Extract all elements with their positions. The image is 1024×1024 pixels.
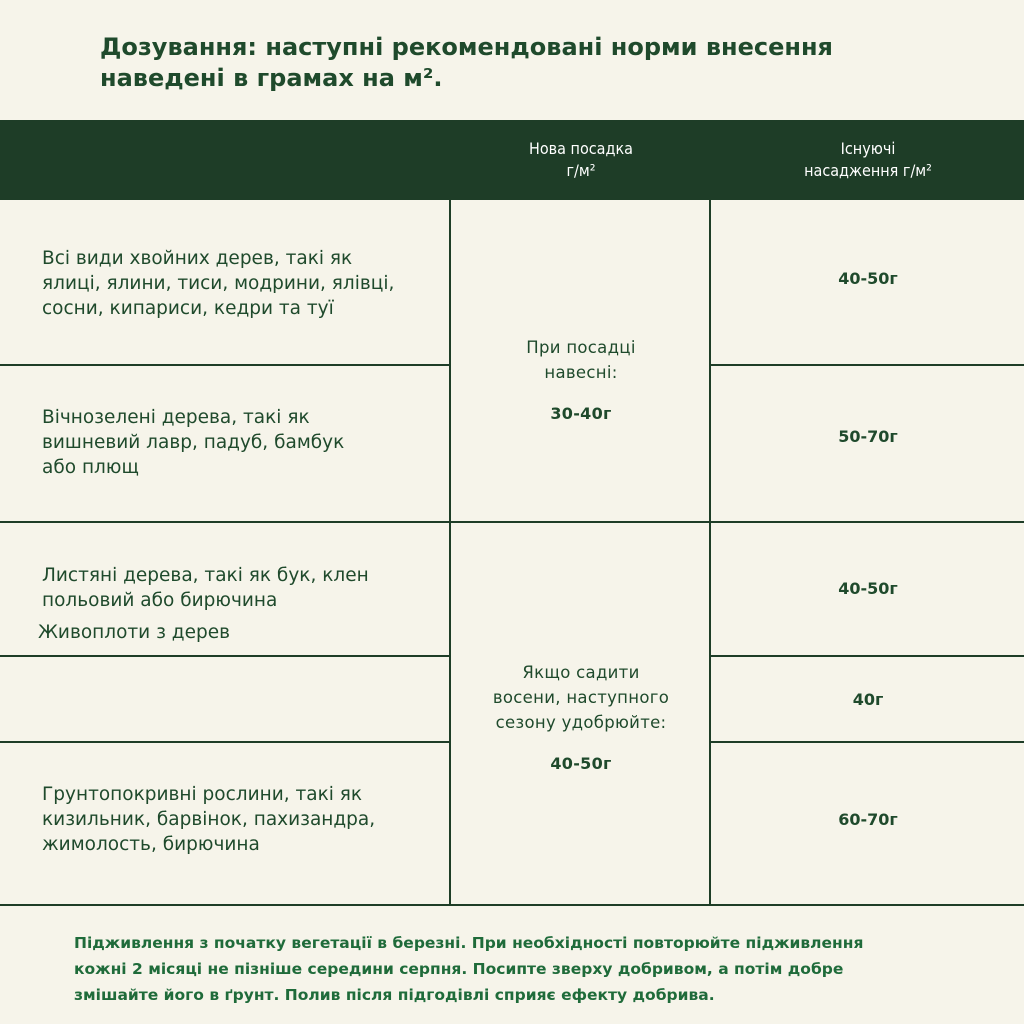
title-line-2: наведені в грамах на м².: [100, 64, 443, 92]
table-header: [0, 120, 1024, 200]
plant-line: або плющ: [42, 457, 139, 478]
footer-line: змішайте його в ґрунт. Полив після підгодівлі сприяє ефекту добрива.: [74, 986, 715, 1004]
plant-line: Листяні дерева, такі як бук, клен: [42, 565, 369, 586]
feeding-instructions: [74, 930, 954, 1008]
column-divider-2: [709, 200, 711, 905]
header-existing-plantings: [712, 120, 1024, 200]
plant-line: вишневий лавр, падуб, бамбук: [42, 432, 345, 453]
row-divider: [710, 741, 1024, 743]
plant-description-evergreens: [42, 405, 442, 480]
page-title: [100, 32, 960, 94]
plant-line: Грунтопокривні рослини, такі як: [42, 784, 363, 805]
header-new-planting-line-2: г/м²: [566, 161, 596, 180]
autumn-line: Якщо садити: [522, 663, 640, 682]
autumn-rate: 40-50г: [550, 754, 612, 773]
plant-line: Всі види хвойних дерев, такі як: [42, 248, 353, 269]
row-divider: [0, 364, 450, 366]
row-divider: [710, 364, 1024, 366]
existing-rate-deciduous: 40-50г: [838, 579, 898, 598]
autumn-line: восени, наступного: [492, 688, 670, 707]
row-divider: [710, 655, 1024, 657]
column-divider-1: [449, 200, 451, 905]
row-divider: [0, 741, 450, 743]
plant-line: кизильник, барвінок, пахизандра,: [42, 809, 376, 830]
existing-rate-hedges: 40г: [852, 690, 884, 709]
row-divider: [0, 521, 1024, 523]
plant-line: польовий або бирючина: [42, 590, 278, 611]
header-new-planting-line-1: Нова посадка: [529, 139, 633, 158]
table-bottom-border: [0, 904, 1024, 906]
existing-rate-conifers: 40-50г: [838, 269, 898, 288]
row-divider: [0, 655, 450, 657]
plant-line: сосни, кипариси, кедри та туї: [42, 298, 334, 319]
existing-rate-groundcover: 60-70г: [838, 810, 898, 829]
header-new-planting: [452, 120, 710, 200]
plant-description-deciduous: [38, 563, 442, 645]
existing-rate-evergreens: 50-70г: [838, 427, 898, 446]
plant-description-conifers: [42, 246, 442, 321]
spring-line: навесні:: [544, 363, 618, 382]
footer-line: кожні 2 місяці не пізніше середини серпня. Посипте зверху добривом, а потім добре: [74, 960, 844, 978]
header-existing-line-1: Існуючі: [840, 139, 896, 158]
plant-line: ялиці, ялини, тиси, модрини, ялівці,: [42, 273, 395, 294]
plant-line-hedges: Живоплоти з дерев: [38, 622, 231, 643]
footer-line: Підживлення з початку вегетації в березні. При необхідності повторюйте підживлення: [74, 934, 864, 952]
plant-line: Вічнозелені дерева, такі як: [42, 407, 310, 428]
title-line-1: Дозування: наступні рекомендовані норми внесення: [100, 33, 833, 61]
autumn-line: сезону удобрюйте:: [495, 713, 667, 732]
plant-description-groundcover: [42, 782, 442, 857]
spring-rate: 30-40г: [550, 404, 612, 423]
new-planting-spring: [452, 335, 710, 426]
header-existing-line-2: насадження г/м²: [804, 161, 932, 180]
plant-line: жимолость, бирючина: [42, 834, 260, 855]
new-planting-autumn: [452, 660, 710, 776]
spring-line: При посадці: [526, 338, 636, 357]
